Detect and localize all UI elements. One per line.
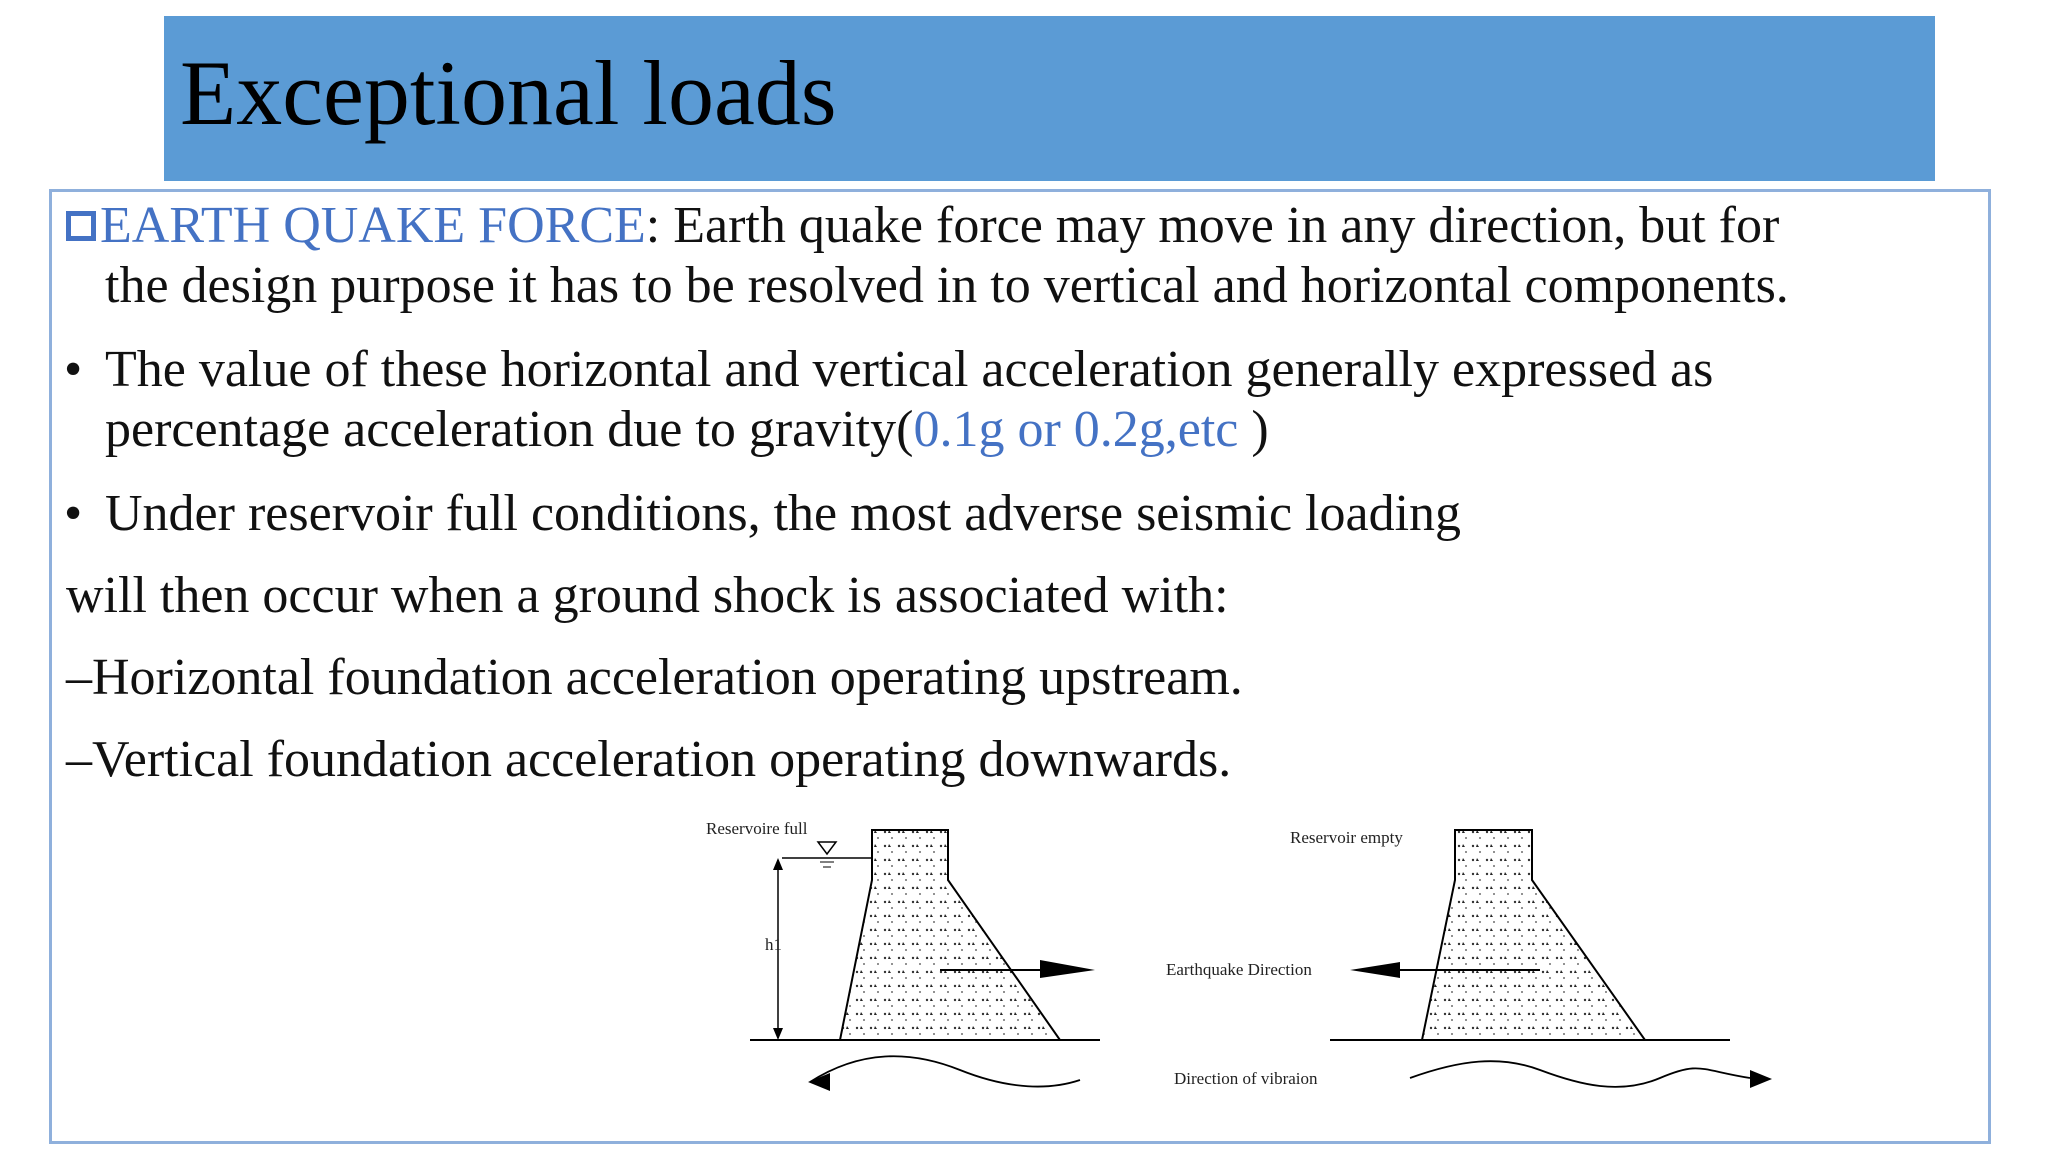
heading-text-1: Earth quake force may move in any direction, but for bbox=[660, 197, 1780, 254]
gravity-values: 0.1g or 0.2g,etc bbox=[913, 401, 1252, 458]
bullet-icon: • bbox=[64, 341, 83, 398]
label-earthquake-direction: Earthquake Direction bbox=[1166, 960, 1312, 979]
bullet-1-line-2-end: ) bbox=[1251, 401, 1269, 458]
earthquake-arrow-right-icon bbox=[1040, 960, 1095, 978]
dam-earthquake-diagram bbox=[700, 800, 1860, 1100]
vibration-wave-right bbox=[1410, 1061, 1750, 1087]
bullet-2: Under reservoir full conditions, the most adverse seismic loading bbox=[105, 485, 1462, 542]
label-reservoir-empty: Reservoir empty bbox=[1290, 828, 1403, 847]
heading-text-2: the design purpose it has to be resolved in to vertical and horizontal components. bbox=[105, 257, 1789, 314]
line-vertical: –Vertical foundation acceleration operating downwards. bbox=[66, 731, 1232, 788]
water-level-icon bbox=[818, 842, 836, 854]
heading-colon: : bbox=[645, 197, 661, 254]
dam-empty bbox=[1422, 830, 1645, 1040]
earthquake-arrow-left-icon bbox=[1350, 962, 1400, 978]
checkbox-bullet-icon bbox=[66, 211, 96, 241]
label-direction-of-vibration: Direction of vibraion bbox=[1174, 1069, 1318, 1088]
bullet-1-line-1: The value of these horizontal and vertical acceleration generally expressed as bbox=[105, 341, 1714, 398]
slide-title: Exceptional loads bbox=[180, 42, 837, 144]
label-reservoir-full: Reservoire full bbox=[706, 819, 808, 838]
vibration-arrow-right-icon bbox=[1750, 1070, 1772, 1088]
vibration-wave-left bbox=[810, 1056, 1080, 1086]
bullet-1-line-2-start: percentage acceleration due to gravity( bbox=[105, 401, 914, 458]
label-h1: h1 bbox=[765, 935, 782, 954]
line-will-occur: will then occur when a ground shock is associated with: bbox=[66, 567, 1229, 624]
bullet-icon: • bbox=[64, 485, 83, 542]
line-horizontal: –Horizontal foundation acceleration operating upstream. bbox=[66, 649, 1243, 706]
bullet-1-line-2 bbox=[105, 400, 1269, 460]
earthquake-heading-line bbox=[66, 196, 1779, 256]
earthquake-force-label: EARTH QUAKE FORCE bbox=[100, 197, 646, 254]
dam-full bbox=[840, 830, 1060, 1040]
